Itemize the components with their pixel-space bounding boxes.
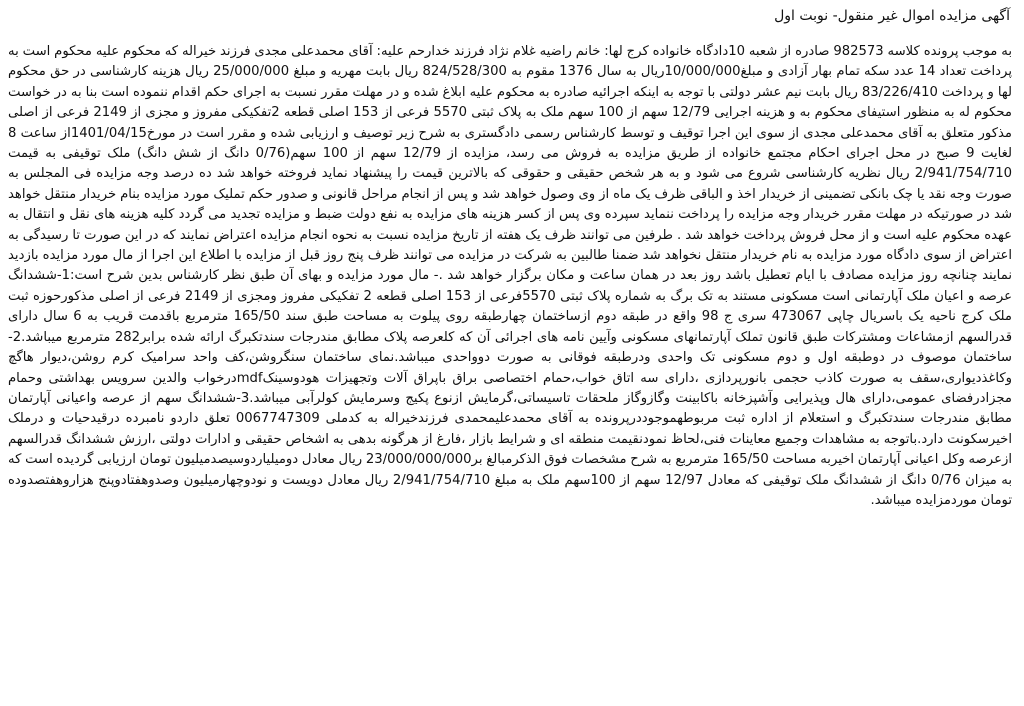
auction-notice [6,6,1014,700]
notice-title: آگهی مزایده اموال غیر منقول- نوبت اول [774,8,1010,24]
notice-body-text: به موجب پرونده کلاسه 982573 صادره از شعبه 10دادگاه خانواده کرج لها: خانم راضیه غلام نژاد فرزند خدارحم علیه: آقای محمدعلی مجدی فرزند خیراله که محکوم علیه محکوم است به پرداخت تعداد 14 عدد سکه تمام بهار آزادی و مبلغ10/000/000ریال به سال 1376 مقوم به 824/528/300 ریال بابت مهریه و مبلغ 25/000/000 ریال هزینه کارشناسی در حق محکوم لها و پرداخت 83/226/410 ریال بابت نیم عشر دولتی با توجه به اینکه اجرائیه صادره به محکوم علیه ابلاغ شده و در مهلت مقرر نسبت به اجرای حکم اقدام ننموده است بنا به در خواست محکوم له به منظور استیفای محکوم به و هزینه اجرایی 12/79 سهم از 100 سهم ملک به پلاک ثبتی 5570 فرعی از 153 اصلی قطعه 2تفکیکی مفروز و مجزی از 2149 فرعی از اصلی مذکور متعلق به آقای محمدعلی مجدی از سوی این اجرا توقیف و توسط کارشناس رسمی دادگستری به شرح زیر توصیف و ارزیابی شده و مقرر است در مورخ1401/04/15از ساعت 8 لغایت 9 صبح در محل اجرای احکام مجتمع خانواده از طریق مزایده به فروش می رسد، مزایده از 12/79 سهم از 100 سهم(0/76 دانگ از شش دانگ) ملک توقیفی به قیمت 2/941/754/710 ریال نظریه کارشناسی شروع می شود و به هر شخص حقیقی و حقوقی که بالاترین قیمت را پیشنهاد نماید فروخته خواهد شد ده درصد وجه مزایده فی المجلس به صورت وجه نقد یا چک بانکی تضمینی از خریدار اخذ و الباقی ظرف یک ماه از وی وصول خواهد شد و پس از انجام مراحل قانونی و صدور حکم تملیک مورد مزایده بنام خریدار منتقل خواهد شد در صورتیکه در مهلت مقرر خریدار وجه مزایده را پرداخت ننماید سپرده وی پس از کسر هزینه های مزایده به نفع دولت ضبط و مزایده تجدید می گردد کلیه هزینه های نقل و انتقال به عهده محکوم علیه است و از محل فروش پرداخت خواهد شد . طرفین می توانند ظرف یک هفته از تاریخ مزایده نسبت به نحوه انجام مزایده اعتراض نمایند که در این صورت تا رسیدگی به اعتراض از سوی دادگاه مورد مزایده به نام خریدار منتقل نخواهد شد ضمنا طالبین به شرکت در مزایده می توانند ظرف پنج روز قبل از مزایده با اطلاع این اجرا از مال مورد مزایده بازدید نمایند چنانچه روز مزایده مصادف با ایام تعطیل باشد روز بعد در همان ساعت و مکان برگزار خواهد شد .- مال مورد مزایده و بهای آن طبق نظر کارشناس بدین شرح است:1-ششدانگ عرصه و اعیان ملک آپارتمانی است مسکونی مستند به تک برگ به شماره پلاک ثبتی 5570فرعی از 153 اصلی قطعه 2 تفکیکی مفروز ومجزی از 2149 فرعی از اصلی مذکورحوزه ثبت ملک کرج ناحیه یک باسریال چاپی 473067 سری ج 98 واقع در طبقه دوم ازساختمان چهارطبقه روی پیلوت به مساحت طبق سند 165/50 مترمربع باقدمت قریب به 6 سال دارای قدرالسهم ازمشاعات ومشترکات طبق قانون تملک آپارتمانهای مسکونی وآیین نامه های اجرائی آن که کلعرصه پلاک مطابق مندرجات سندتکبرگ ارائه شده برابر282 مترمربع میباشد.2-ساختمان موصوف در دوطبقه اول و دوم مسکونی تک واحدی ودرطبقه فوقانی به صورت دوواحدی میباشد.نمای ساختمان سنگروشن،کف واحد سرامیک کرم روشن،دیوار هاگچ وکاغذدیواری،سقف به صورت کاذب حجمی بانورپردازی ،دارای سه اتاق خواب،حمام اختصاصی براق باپراق آلات وتجهیزات هودوسینکmdfدرخواب والدین سرویس بهداشتی وحمام مجزادرفضای عمومی،دارای هال وپذیرایی وآشپزخانه باکابینت وگازوگاز ملحقات تاسیساتی،گرمایش ازنوع پکیج وسرمایش کولرآبی میباشد.3-ششدانگ سهم از عرصه واعیانی آپارتمان مطابق مندرجات سندتکبرگ و استعلام از اداره ثبت مربوطهموجوددرپرونده به آقای محمدعلیمحمدی فرزندخیراله به کدملی 0067747309 تعلق داردو نامبرده درقیدحیات و درملک اخیرسکونت دارد.باتوجه به مشاهدات وجمیع معاینات فنی،لحاظ نمودنقیمت منطقه ای و شرایط بازار ،فارغ از هرگونه بدهی به اشخاص حقیقی و ادارات دولتی ،ارزش ششدانگ قدرالسهم ازعرصه وکل اعیانی آپارتمان اخیربه مساحت 165/50 مترمربع به شرح مشخصات فوق الذکرمبالغ بر23/000/000/000 ریال معادل دومیلیاردوسیصدمیلیون تومان ارزیابی گردیده است که به میزان 0/76 دانگ از ششدانگ ملک توقیفی که معادل 12/97 سهم از 100سهم ملک به مبلغ 2/941/754/710 ریال معادل دویست و نودوچهارمیلیون وصدوهفتادوپنج هزاروهفتصدوده تومان موردمزایده میباشد. [8,44,1013,508]
